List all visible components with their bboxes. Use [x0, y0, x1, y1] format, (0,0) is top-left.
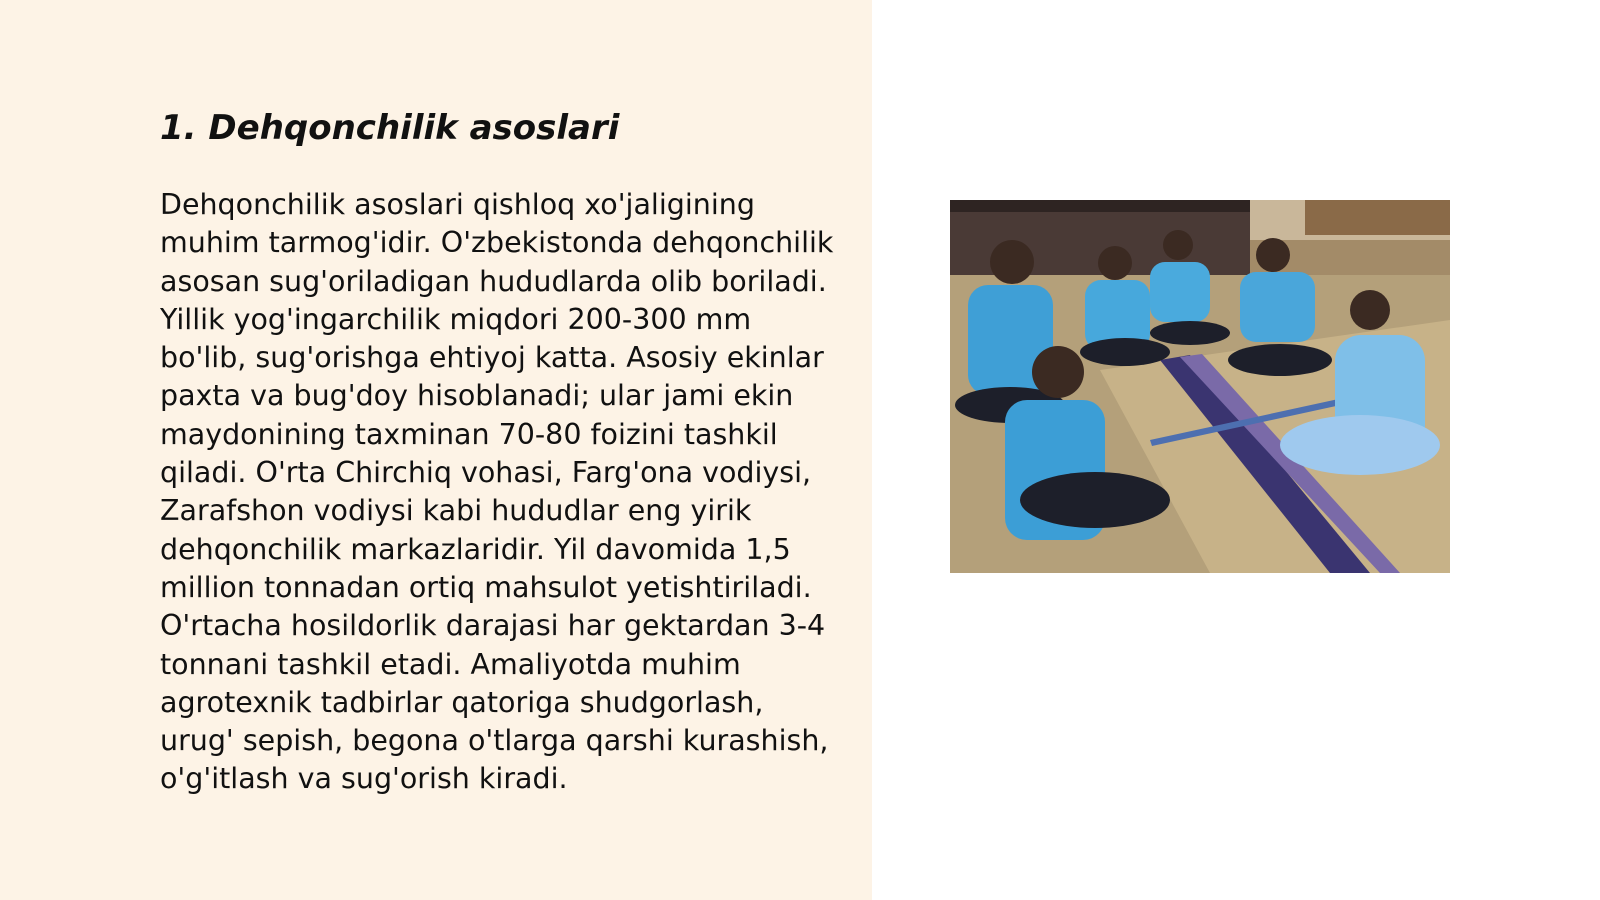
body-paragraph: Dehqonchilik asoslari qishloq xo'jaligining muhim tarmog'idir. O'zbekistonda dehqonchilik asosan sug'oriladigan hududlarda olib boriladi. Yillik yog'ingarchilik miqdori 200-300 mm bo'lib, sug'orishga ehtiyoj katta. Asosiy ekinlar paxta va bug'doy hisoblanadi; ular jami ekin maydonining taxminan 70-80 foizini tashkil qiladi. O'rta Chirchiq vohasi, Farg'ona vodiysi, Zarafshon vodiysi kabi hududlar eng yirik dehqonchilik markazlaridir. Yil davomida 1,5 million tonnadan ortiq mahsulot yetishtiriladi. O'rtacha hosildorlik darajasi har gektardan 3-4 tonnani tashkil etadi. Amaliyotda muhim agrotexnik tadbirlar qatoriga shudgorlash, urug' sepish, begona o'tlarga qarshi kurashish, o'g'itlash va sug'orish kiradi.: [160, 188, 834, 796]
slide-title: 1. Dehqonchilik asoslari: [160, 108, 620, 148]
classroom-photo: [950, 200, 1450, 573]
